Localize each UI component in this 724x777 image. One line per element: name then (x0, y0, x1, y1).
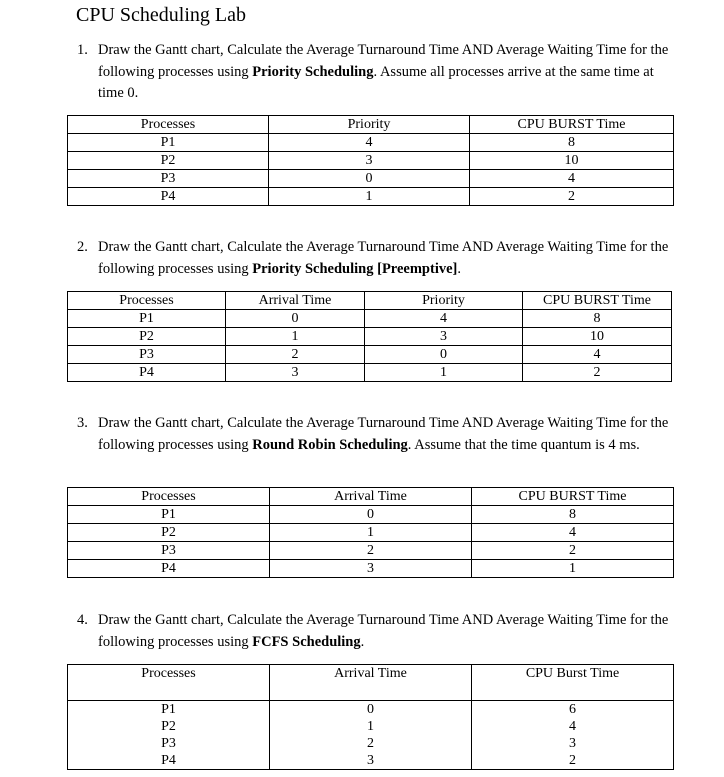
table-cell: P4 (68, 188, 269, 206)
column-header: CPU Burst Time (472, 665, 674, 701)
column-header: Processes (68, 116, 269, 134)
question-text: Draw the Gantt chart, Calculate the Average Turnaround Time AND Average Waiting Time for the following processes using Priority Scheduling [Preemptive]. (98, 239, 669, 277)
table-row (68, 328, 672, 346)
table-cell: P3 (68, 735, 270, 752)
table-cell: 2 (270, 735, 472, 752)
table-header-row (68, 665, 674, 701)
table-row (68, 701, 674, 719)
question-2 (77, 237, 677, 280)
column-header: Priority (365, 292, 523, 310)
table-cell: 1 (270, 524, 472, 542)
table-row (68, 506, 674, 524)
table-row (68, 735, 674, 752)
table-cell: 4 (472, 524, 674, 542)
question-1 (77, 40, 677, 105)
question-text: Draw the Gantt chart, Calculate the Average Turnaround Time AND Average Waiting Time for the following processes using Priority Scheduling. Assume all processes arrive at the same time at time 0. (98, 42, 669, 101)
table-cell: P2 (68, 328, 226, 346)
table-row (68, 170, 674, 188)
table-header-row (68, 488, 674, 506)
table-cell: 0 (270, 506, 472, 524)
table-cell: 8 (470, 134, 674, 152)
question-number: 3. (77, 415, 88, 431)
table-cell: 3 (226, 364, 365, 382)
column-header: Processes (68, 292, 226, 310)
table-cell: P2 (68, 152, 269, 170)
table-row (68, 364, 672, 382)
table-cell: P2 (68, 524, 270, 542)
question-number: 4. (77, 612, 88, 628)
question-text: Draw the Gantt chart, Calculate the Average Turnaround Time AND Average Waiting Time for the following processes using Round Robin Scheduling. Assume that the time quantum is 4 ms. (98, 415, 669, 453)
table-cell: 1 (270, 718, 472, 735)
table-cell: 1 (472, 560, 674, 578)
table-cell: 1 (365, 364, 523, 382)
table-cell: 0 (269, 170, 470, 188)
table-cell: 8 (523, 310, 672, 328)
column-header: Arrival Time (270, 665, 472, 701)
table-cell: 4 (269, 134, 470, 152)
table-cell: 2 (270, 542, 472, 560)
table-cell: 8 (472, 506, 674, 524)
table-cell: 4 (472, 718, 674, 735)
table-row (68, 718, 674, 735)
table-cell: P1 (68, 506, 270, 524)
table-cell: 10 (470, 152, 674, 170)
table-cell: 1 (269, 188, 470, 206)
table-row (68, 134, 674, 152)
table-cell: P4 (68, 364, 226, 382)
table-cell: 2 (472, 542, 674, 560)
table-cell: 6 (472, 701, 674, 719)
column-header: CPU BURST Time (523, 292, 672, 310)
table-cell: 2 (523, 364, 672, 382)
table-row (68, 524, 674, 542)
table-row (68, 310, 672, 328)
table-cell: P3 (68, 346, 226, 364)
column-header: Processes (68, 488, 270, 506)
process-table-3 (67, 487, 674, 578)
column-header: CPU BURST Time (470, 116, 674, 134)
table-row (68, 346, 672, 364)
table-cell: 3 (270, 752, 472, 770)
table-cell: 4 (523, 346, 672, 364)
table-cell: 10 (523, 328, 672, 346)
table-cell: P2 (68, 718, 270, 735)
table-cell: 2 (470, 188, 674, 206)
column-header: Processes (68, 665, 270, 701)
table-header-row (68, 292, 672, 310)
table-cell: P4 (68, 752, 270, 770)
table-cell: 0 (365, 346, 523, 364)
table-row (68, 152, 674, 170)
table-row (68, 542, 674, 560)
table-header-row (68, 116, 674, 134)
column-header: Arrival Time (270, 488, 472, 506)
table-cell: P4 (68, 560, 270, 578)
algorithm-name: Round Robin Scheduling (252, 436, 408, 453)
table-cell: 1 (226, 328, 365, 346)
table-cell: 3 (365, 328, 523, 346)
table-cell: 2 (472, 752, 674, 770)
table-cell: 0 (270, 701, 472, 719)
algorithm-name: Priority Scheduling [Preemptive] (252, 260, 458, 277)
table-cell: P3 (68, 542, 270, 560)
table-cell: 2 (226, 346, 365, 364)
page-title: CPU Scheduling Lab (76, 4, 246, 26)
table-row (68, 560, 674, 578)
process-table-4 (67, 664, 674, 770)
table-cell: P1 (68, 701, 270, 719)
question-number: 1. (77, 42, 88, 58)
table-cell: 3 (270, 560, 472, 578)
algorithm-name: Priority Scheduling (252, 63, 374, 80)
question-4 (77, 610, 677, 653)
table-cell: 3 (269, 152, 470, 170)
column-header: CPU BURST Time (472, 488, 674, 506)
question-text: Draw the Gantt chart, Calculate the Average Turnaround Time AND Average Waiting Time for the following processes using FCFS Scheduling. (98, 612, 669, 650)
question-number: 2. (77, 239, 88, 255)
process-table-1 (67, 115, 674, 206)
table-cell: P1 (68, 134, 269, 152)
table-row (68, 188, 674, 206)
column-header: Arrival Time (226, 292, 365, 310)
table-cell: 4 (470, 170, 674, 188)
column-header: Priority (269, 116, 470, 134)
table-cell: P1 (68, 310, 226, 328)
process-table-2 (67, 291, 672, 382)
question-3 (77, 413, 677, 456)
table-cell: 4 (365, 310, 523, 328)
table-row (68, 752, 674, 770)
algorithm-name: FCFS Scheduling (252, 633, 361, 650)
table-cell: 3 (472, 735, 674, 752)
table-cell: 0 (226, 310, 365, 328)
table-cell: P3 (68, 170, 269, 188)
